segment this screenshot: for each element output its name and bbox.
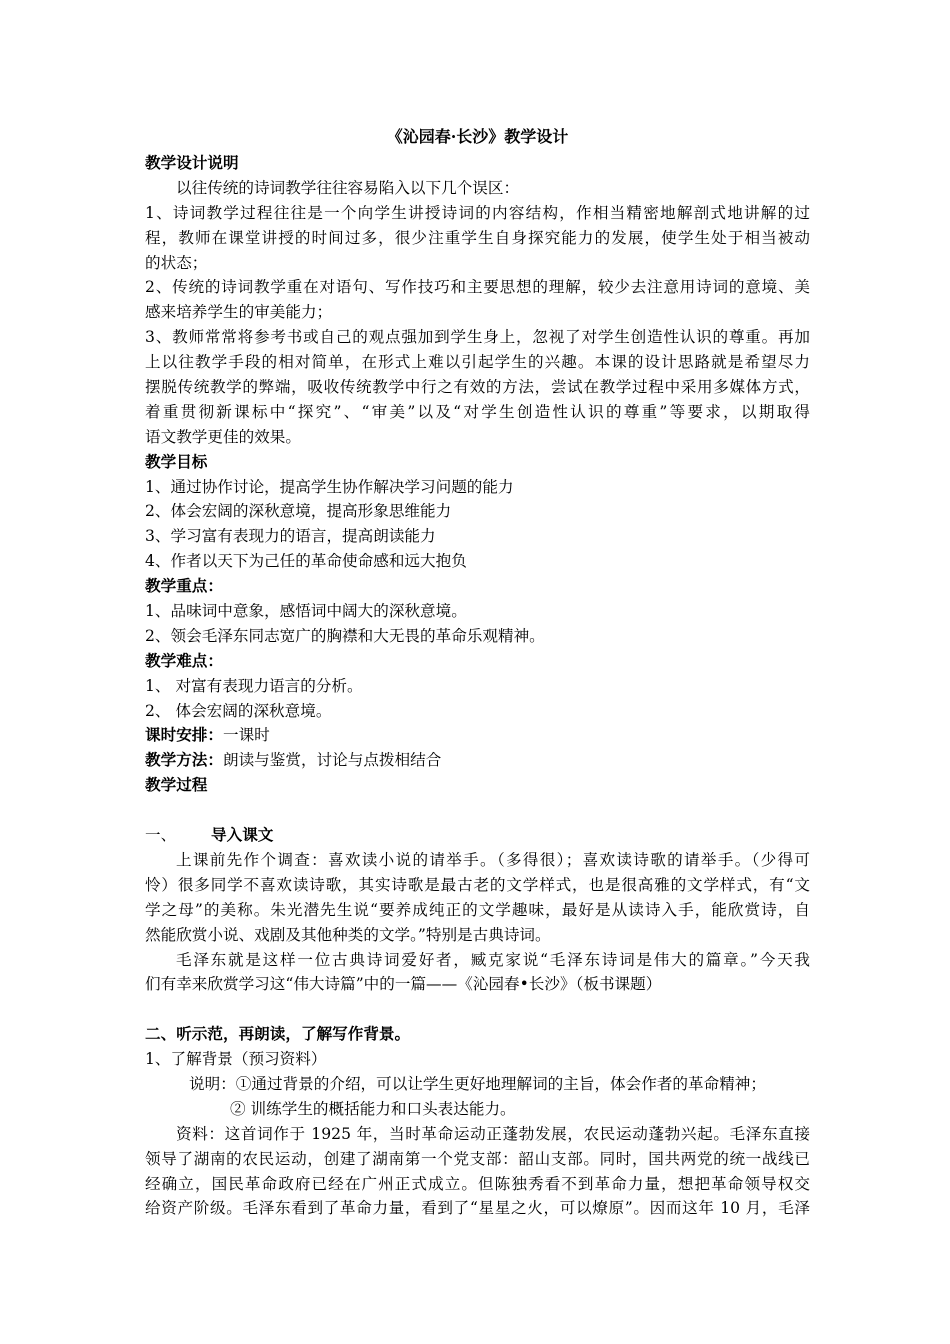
- section-2-material-line: 领导了湖南的农民运动，创建了湖南第一个党支部：韶山支部。同时，国共两党的统一战线已: [145, 1149, 810, 1168]
- difficulty-item: 1、 对富有表现力语言的分析。: [145, 676, 363, 695]
- section-1-line: 们有幸来欣赏学习这“伟大诗篇”中的一篇——《沁园春•长沙》（板书课题）: [145, 975, 662, 994]
- section-2-subheading: 1、了解背景（预习资料）: [145, 1050, 327, 1069]
- misconception-1-line: 程，教师在课堂讲授的时间过多，很少注重学生自身探究能力的发展，使学生处于相当被动: [145, 228, 810, 247]
- section-1-line: 怜）很多同学不喜欢读诗歌，其实诗歌是最古老的文学样式，也是很高雅的文学样式，有“文: [145, 875, 810, 894]
- goals-heading: 教学目标: [145, 451, 208, 471]
- key-point-item: 2、领会毛泽东同志宽广的胸襟和大无畏的革命乐观精神。: [145, 626, 545, 645]
- section-1-line: 学之母”的美称。朱光潜先生说“要养成纯正的文学趣味，最好是从读诗入手，能欣赏诗，自: [145, 900, 810, 919]
- spacer: [145, 798, 810, 823]
- section-1-title: 导入课文: [211, 825, 274, 845]
- section-1-line: 毛泽东就是这样一位古典诗词爱好者，臧克家说“毛泽东诗词是伟大的篇章。”今天我: [176, 950, 810, 969]
- goal-item: 3、学习富有表现力的语言，提高朗读能力: [145, 527, 436, 546]
- section-2-heading: 二、听示范，再朗读，了解写作背景。: [145, 1024, 411, 1044]
- section-1-line: 上课前先作个调查：喜欢读小说的请举手。（多得很）；喜欢读诗歌的请举手。（少得可: [176, 850, 810, 869]
- difficulty-item: 2、 体会宏阔的深秋意境。: [145, 701, 332, 720]
- method-row: [145, 748, 810, 773]
- misconception-3-line: 3、教师常常将参考书或自己的观点强加到学生身上，忽视了对学生创造性认识的尊重。再加: [145, 328, 810, 347]
- goal-item: 1、通过协作讨论，提高学生协作解决学习问题的能力: [145, 477, 514, 496]
- section-1-heading: [145, 823, 810, 848]
- misconception-3-line: 摆脱传统教学的弊端，吸收传统教学中行之有效的方法，尝试在教学过程中采用多媒体方式，: [145, 378, 810, 397]
- key-point-item: 1、品味词中意象，感悟词中阔大的深秋意境。: [145, 602, 467, 621]
- misconception-1-line: 的状态；: [145, 253, 208, 272]
- method-value: 朗读与鉴赏，讨论与点拨相结合: [222, 751, 442, 770]
- document-title: 《沁园春·长沙》教学设计: [386, 127, 569, 146]
- section-2-note: ② 训练学生的概括能力和口头表达能力。: [230, 1099, 516, 1118]
- goal-item: 4、作者以天下为己任的革命使命感和远大抱负: [145, 552, 467, 571]
- schedule-label: 课时安排：: [145, 725, 223, 745]
- section-1-number: 一、: [145, 826, 177, 845]
- schedule-value: 一课时: [222, 726, 270, 745]
- misconception-3-line: 上以往教学手段的相对简单，在形式上难以引起学生的兴趣。本课的设计思路就是希望尽力: [145, 353, 810, 372]
- section-2-note: 说明：①通过背景的介绍，可以让学生更好地理解词的主旨，体会作者的革命精神；: [189, 1074, 766, 1093]
- misconception-3-line: 语文教学更佳的效果。: [145, 427, 301, 446]
- misconception-2-line: 2、传统的诗词教学重在对语句、写作技巧和主要思想的理解，较少去注意用诗词的意境、美: [145, 278, 810, 297]
- process-heading: 教学过程: [145, 775, 208, 795]
- section-2-material-line: 给资产阶级。毛泽东看到了革命力量，看到了“星星之火，可以燎原”。因而这年 10 月，毛泽: [145, 1199, 810, 1218]
- schedule-row: [145, 723, 810, 748]
- method-label: 教学方法：: [145, 750, 223, 770]
- section-2-material-line: 经确立，国民革命政府已经在广州正式成立。但陈独秀看不到革命力量，想把革命领导权交: [145, 1174, 810, 1193]
- misconception-1-line: 1、诗词教学过程往往是一个向学生讲授诗词的内容结构，作相当精密地解剖式地讲解的过: [145, 203, 810, 222]
- section-1-line: 然能欣赏小说、戏剧及其他种类的文学。”特别是古典诗词。: [145, 925, 551, 944]
- goal-item: 2、体会宏阔的深秋意境，提高形象思维能力: [145, 502, 452, 521]
- spacer: [145, 997, 810, 1022]
- design-note-heading: 教学设计说明: [145, 153, 239, 172]
- difficulties-heading: 教学难点：: [145, 650, 223, 670]
- section-2-material-line: 资料：这首词作于 1925 年，当时革命运动正蓬勃发展，农民运动蓬勃兴起。毛泽东直接: [176, 1124, 810, 1143]
- document-body: [145, 120, 810, 1221]
- intro-paragraph: 以往传统的诗词教学往往容易陷入以下几个误区：: [176, 178, 520, 197]
- misconception-2-line: 感来培养学生的审美能力；: [145, 303, 333, 322]
- key-points-heading: 教学重点：: [145, 576, 223, 596]
- misconception-3-line: 着重贯彻新课标中“探究”、“审美”以及“对学生创造性认识的尊重”等要求，以期取得: [145, 402, 810, 421]
